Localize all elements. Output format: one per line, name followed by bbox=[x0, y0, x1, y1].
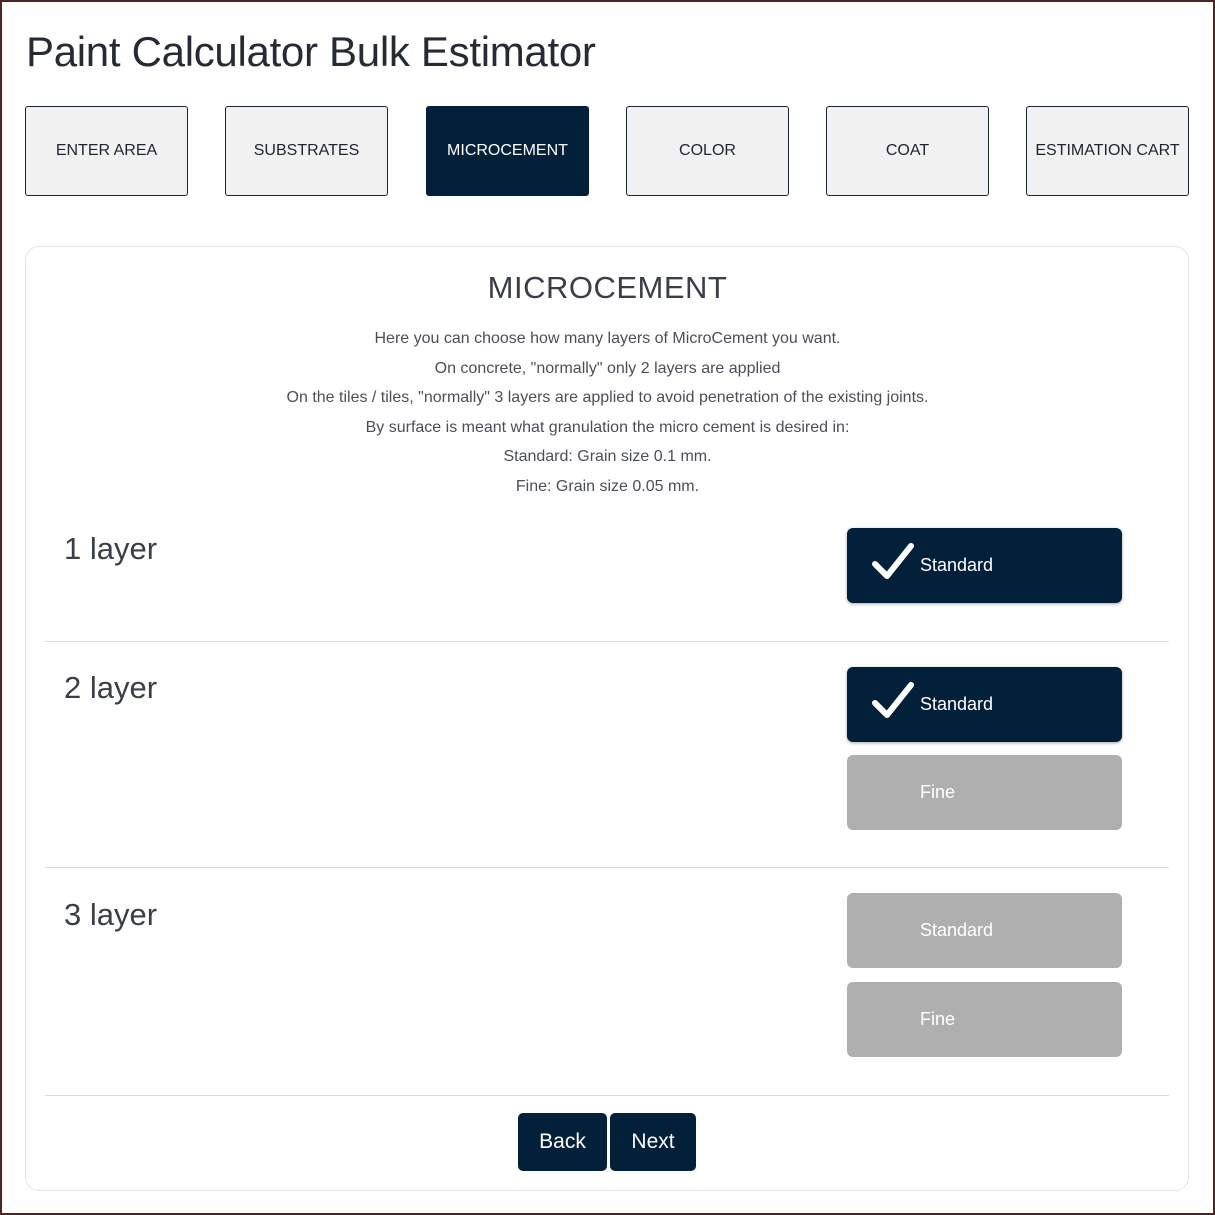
tab-enter-area[interactable] bbox=[25, 106, 188, 196]
step-tabs bbox=[0, 106, 1215, 196]
layer-3-standard-option[interactable] bbox=[847, 893, 1122, 968]
tab-estimation-cart[interactable] bbox=[1026, 106, 1189, 196]
description-line: On the tiles / tiles, "normally" 3 layers are applied to avoid penetration of the existing joints. bbox=[286, 389, 929, 406]
divider bbox=[45, 641, 1169, 642]
tab-label: ENTER AREA bbox=[55, 142, 158, 159]
layer-2-label: 2 layer bbox=[64, 670, 158, 705]
tab-label: MICROCEMENT bbox=[447, 142, 568, 159]
divider bbox=[45, 867, 1169, 868]
check-icon bbox=[872, 542, 914, 582]
layer-1-standard-option[interactable] bbox=[847, 528, 1122, 603]
description-line: On concrete, "normally" only 2 layers are applied bbox=[434, 359, 781, 377]
layer-3-label: 3 layer bbox=[64, 897, 158, 932]
layer-2-fine-option[interactable] bbox=[847, 755, 1122, 830]
option-label: Fine bbox=[920, 1009, 956, 1029]
section-description bbox=[0, 324, 1215, 501]
description-line: Here you can choose how many layers of MicroCement you want. bbox=[374, 330, 841, 347]
description-line: Standard: Grain size 0.1 mm. bbox=[503, 448, 712, 465]
tab-color[interactable] bbox=[626, 106, 789, 196]
layer-1-label: 1 layer bbox=[64, 531, 158, 566]
section-title: MICROCEMENT bbox=[487, 270, 728, 305]
tab-coat[interactable] bbox=[826, 106, 989, 196]
tab-substrates[interactable] bbox=[225, 106, 388, 196]
tab-label: COAT bbox=[885, 142, 930, 159]
divider bbox=[45, 1095, 1169, 1096]
tab-microcement[interactable] bbox=[426, 106, 589, 196]
tab-label: ESTIMATION CART bbox=[1035, 142, 1180, 159]
layer-2-standard-option[interactable] bbox=[847, 667, 1122, 742]
next-button[interactable]: Next bbox=[610, 1113, 696, 1171]
tab-label: COLOR bbox=[679, 142, 736, 159]
option-label: Standard bbox=[920, 694, 994, 714]
tab-label: SUBSTRATES bbox=[253, 142, 360, 159]
option-label: Standard bbox=[920, 920, 994, 940]
page-title: Paint Calculator Bulk Estimator bbox=[26, 28, 596, 75]
check-icon bbox=[872, 681, 914, 721]
description-line: By surface is meant what granulation the micro cement is desired in: bbox=[365, 418, 850, 436]
layer-3-fine-option[interactable] bbox=[847, 982, 1122, 1057]
description-line: Fine: Grain size 0.05 mm. bbox=[515, 477, 700, 495]
option-label: Fine bbox=[920, 782, 956, 802]
back-button[interactable]: Back bbox=[518, 1113, 607, 1171]
option-label: Standard bbox=[920, 555, 994, 575]
